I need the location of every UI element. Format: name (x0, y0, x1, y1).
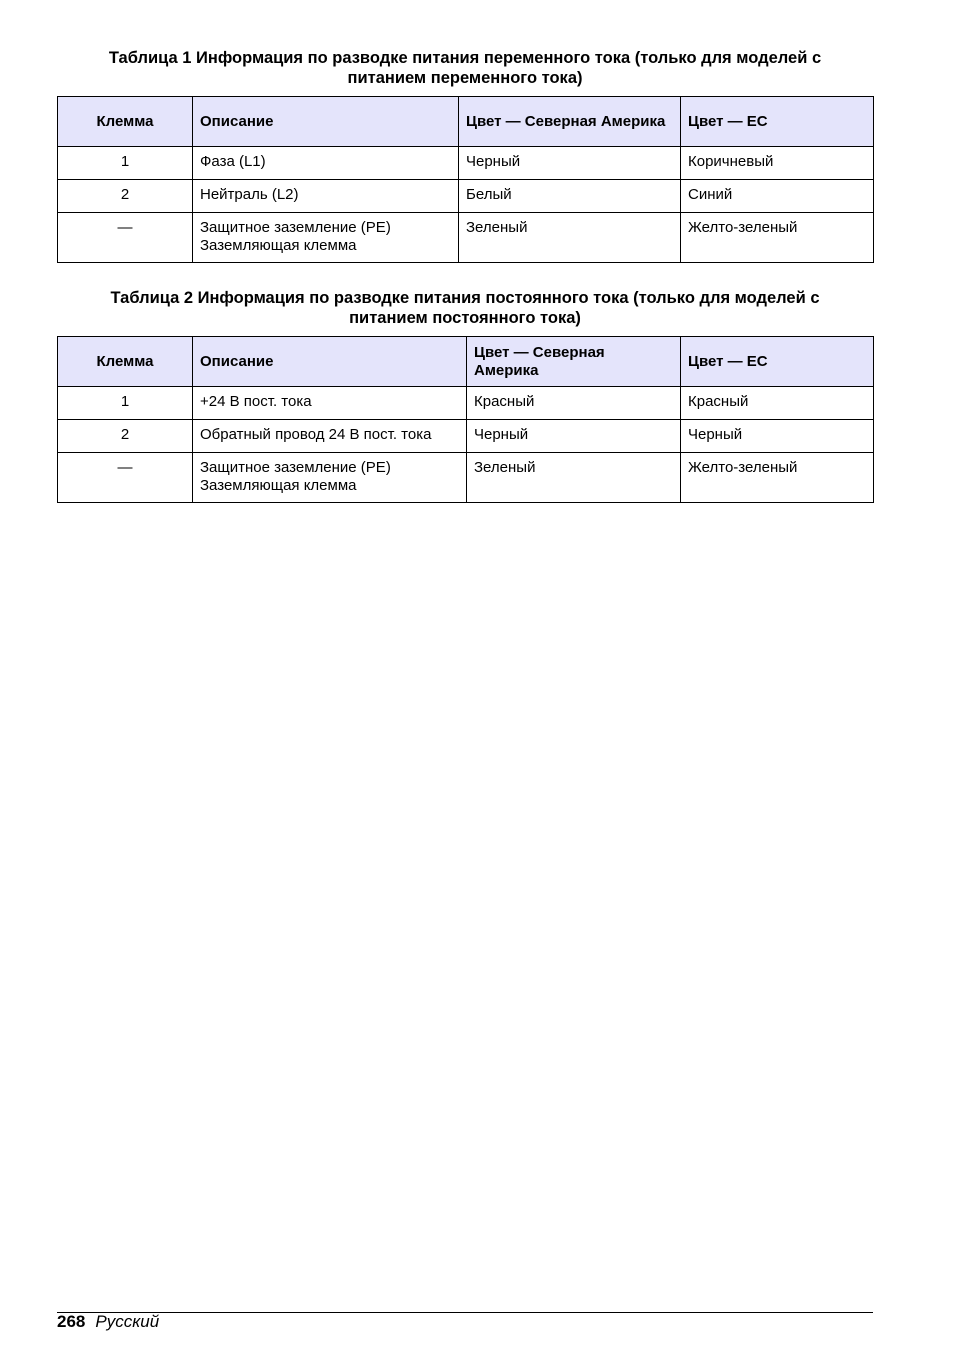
terminal-cell: 2 (58, 420, 193, 453)
color-eu-cell: Желто-зеленый (681, 453, 874, 503)
description-line: Защитное заземление (PE) (200, 219, 391, 236)
color-eu-cell: Желто-зеленый (681, 213, 874, 263)
header-terminal: Клемма (58, 97, 193, 147)
description-cell (193, 453, 467, 503)
terminal-cell: 1 (58, 387, 193, 420)
table-header-row (58, 337, 874, 387)
color-na-cell: Зеленый (459, 213, 681, 263)
color-na-cell: Красный (467, 387, 681, 420)
table-row (58, 180, 874, 213)
description-line: Фаза (L1) (200, 153, 266, 170)
ac-wiring-table (57, 96, 874, 263)
footer-divider (57, 1312, 873, 1313)
color-na-cell: Белый (459, 180, 681, 213)
color-eu-cell: Черный (681, 420, 874, 453)
table-row (58, 420, 874, 453)
dc-wiring-table (57, 336, 874, 503)
color-na-cell: Зеленый (467, 453, 681, 503)
footer-language: Русский (95, 1312, 160, 1331)
page-number: 268 (57, 1312, 86, 1331)
header-description: Описание (193, 337, 467, 387)
terminal-cell: 1 (58, 147, 193, 180)
terminal-cell: — (58, 213, 193, 263)
description-cell (193, 147, 459, 180)
header-color-eu: Цвет — ЕС (681, 97, 874, 147)
description-cell (193, 420, 467, 453)
table1-caption-line2: питанием переменного тока) (347, 69, 583, 87)
color-na-cell: Черный (467, 420, 681, 453)
description-cell (193, 213, 459, 263)
table-row (58, 453, 874, 503)
description-cell (193, 180, 459, 213)
description-line: Нейтраль (L2) (200, 186, 299, 203)
table1-caption (58, 48, 872, 88)
header-color-eu: Цвет — ЕС (681, 337, 874, 387)
header-description: Описание (193, 97, 459, 147)
color-na-cell: Черный (459, 147, 681, 180)
header-terminal: Клемма (58, 337, 193, 387)
header-color-north-america: Цвет — Северная Америка (459, 97, 681, 147)
table2-caption (58, 288, 872, 328)
description-line: +24 В пост. тока (200, 393, 312, 410)
table-row (58, 213, 874, 263)
table2-caption-line1: Таблица 2 Информация по разводке питания постоянного тока (только для моделей с (110, 289, 820, 307)
terminal-cell: 2 (58, 180, 193, 213)
page-footer (57, 1312, 159, 1332)
description-line: Обратный провод 24 В пост. тока (200, 426, 432, 443)
color-eu-cell: Красный (681, 387, 874, 420)
description-line: Заземляющая клемма (200, 477, 357, 494)
color-eu-cell: Синий (681, 180, 874, 213)
table-row (58, 387, 874, 420)
table-header-row (58, 97, 874, 147)
table2-caption-line2: питанием постоянного тока) (349, 309, 581, 327)
color-eu-cell: Коричневый (681, 147, 874, 180)
description-line: Заземляющая клемма (200, 237, 357, 254)
terminal-cell: — (58, 453, 193, 503)
header-color-north-america: Цвет — Северная Америка (467, 337, 681, 387)
description-line: Защитное заземление (PE) (200, 459, 391, 476)
table1-caption-line1: Таблица 1 Информация по разводке питания переменного тока (только для моделей с (108, 49, 822, 67)
description-cell (193, 387, 467, 420)
table-row (58, 147, 874, 180)
